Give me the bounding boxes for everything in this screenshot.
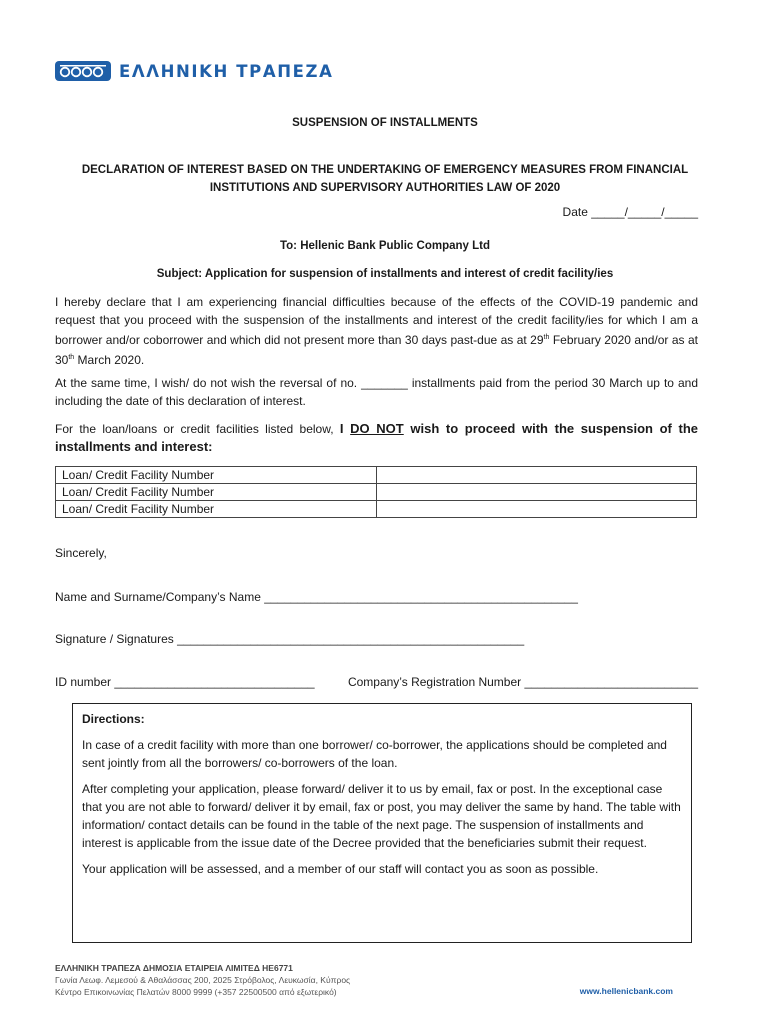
footer-address	[55, 962, 350, 998]
directions-heading: Directions:	[82, 712, 145, 726]
para1-sup-2: th	[68, 354, 75, 361]
loan-number-input[interactable]	[377, 484, 697, 501]
loan-number-input[interactable]	[377, 467, 697, 484]
directions-paragraph: After completing your application, please forward/ deliver it to us by email, fax or post. In the exceptional case that you are not able to forward/ deliver it by email, fax or post, you may deliver the same by hand. The table with information/ contact details can be found in the table of the next page. The suspension of installments and interest is applicable from the issue date of the Decree provided that the beneficiaries submit their request.	[82, 782, 681, 850]
para1-part-c: March 2020.	[74, 353, 145, 367]
footer-contact-line: Κέντρο Επικοινωνίας Πελατών 8000 9999 (+357 22500500 από εξωτερικό)	[55, 987, 337, 997]
document-title: SUSPENSION OF INSTALLMENTS	[292, 117, 478, 129]
footer-address-line: Γωνία Λεωφ. Λεμεσού & Αθαλάσσας 200, 2025 Στρόβολος, Λευκωσία, Κύπρος	[55, 975, 351, 985]
para1-sup-1: th	[543, 334, 550, 341]
footer-website-link[interactable]: www.hellenicbank.com	[579, 986, 673, 996]
loan-number-input[interactable]	[377, 501, 697, 518]
declaration-paragraph	[55, 293, 698, 369]
reversal-paragraph: At the same time, I wish/ do not wish the reversal of no. _______ installments paid from the period 30 March up to and including the date of this declaration of interest.	[55, 376, 698, 408]
bank-logo	[55, 60, 333, 82]
table-row	[56, 484, 697, 501]
name-field[interactable]: Name and Surname/Company’s Name _______________________________________________	[55, 590, 578, 604]
do-not-wish-paragraph	[55, 420, 698, 456]
para3-part-b: wish to proceed with the suspension of the installments and interest:	[55, 421, 698, 454]
footer-company-name: ΕΛΛΗΝΙΚΗ ΤΡΑΠΕΖΑ ΔΗΜΟΣΙΑ ΕΤΑΙΡΕΙΑ ΛΙΜΙΤΕΔ ΗΕ6771	[55, 963, 293, 973]
id-number-field[interactable]: ID number ______________________________	[55, 675, 315, 689]
bank-logo-text: ΕΛΛΗΝΙΚΗ ΤΡΑΠΕΖΑ	[119, 61, 334, 81]
closing-sincerely: Sincerely,	[55, 546, 107, 560]
bank-columns-logo-icon	[55, 61, 111, 81]
para1-part-a: I hereby declare that I am experiencing financial difficulties because of the effects of the COVID-19 pandemic and request that you proceed with the suspension of the installments and interest of the credit facility/ies for which I am a borrower and/or coborrower and which did not present more than 30 days past-due as at 29	[55, 295, 698, 347]
para3-part-a: For the loan/loans or credit facilities listed below,	[55, 422, 340, 436]
do-not-emphasis: DO NOT	[350, 421, 404, 436]
table-row	[56, 467, 697, 484]
loan-label-cell: Loan/ Credit Facility Number	[56, 484, 377, 501]
recipient-line: To: Hellenic Bank Public Company Ltd	[279, 240, 490, 252]
loan-facility-table	[55, 466, 697, 518]
loan-label-cell: Loan/ Credit Facility Number	[56, 467, 377, 484]
directions-box	[72, 703, 692, 943]
table-row	[56, 501, 697, 518]
declaration-heading: DECLARATION OF INTEREST BASED ON THE UNDERTAKING OF EMERGENCY MEASURES FROM FINANCIAL INSTITUTIONS AND SUPERVISORY AUTHORITIES LAW OF 2020	[81, 164, 689, 194]
company-registration-field[interactable]: Company’s Registration Number __________________________	[347, 675, 698, 689]
para1-part-b: February 2020 and/or as at 30	[55, 333, 698, 367]
signature-field[interactable]: Signature / Signatures ____________________________________________________	[55, 632, 525, 646]
directions-paragraph: In case of a credit facility with more than one borrower/ co-borrower, the applications should be completed and sent jointly from all the borrowers/ co-borrowers of the loan.	[82, 738, 667, 770]
directions-paragraph: Your application will be assessed, and a member of our staff will contact you as soon as possible.	[82, 862, 599, 876]
loan-label-cell: Loan/ Credit Facility Number	[56, 501, 377, 518]
para3-i: I	[339, 421, 351, 436]
date-field[interactable]: Date _____/_____/_____	[562, 205, 698, 219]
subject-line: Subject: Application for suspension of installments and interest of credit facility/ies	[156, 268, 614, 280]
